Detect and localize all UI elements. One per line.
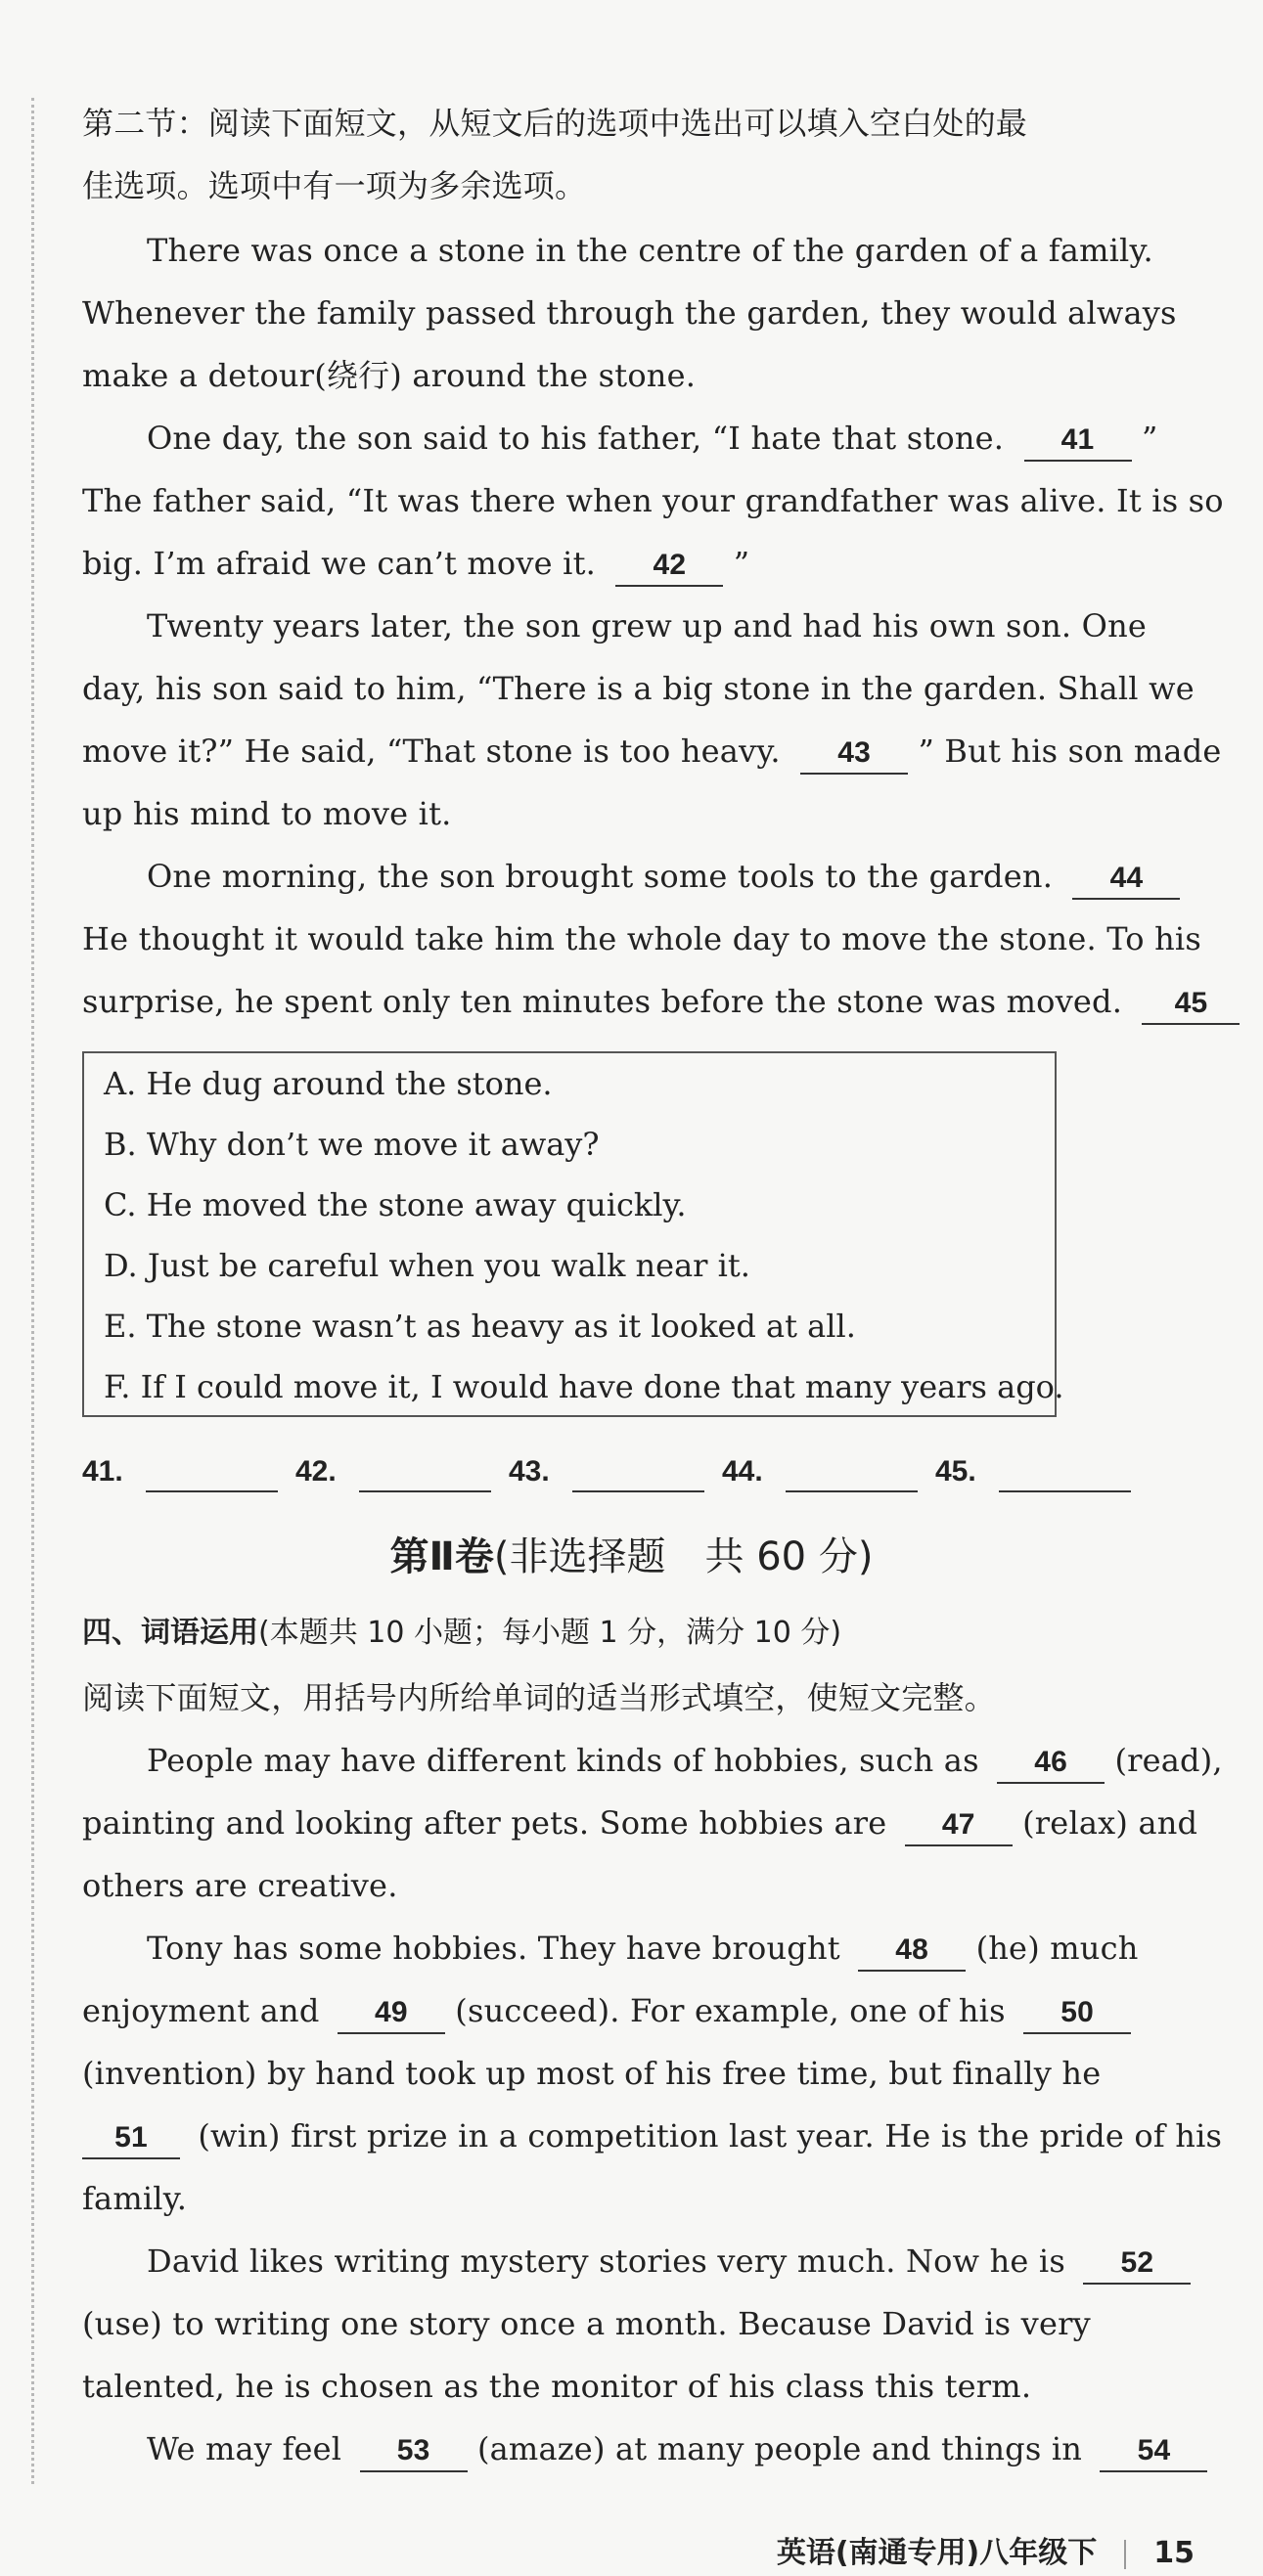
s4-p2-line2: [82, 1979, 1158, 2042]
passage-p3-line1: Twenty years later, the son grew up and had his own son. One: [147, 607, 1148, 644]
answer-label-42: 42.: [295, 1455, 337, 1488]
s4-p3-line3: talented, he is chosen as the monitor of his class this term.: [82, 2368, 1032, 2405]
passage-p4-line3: [82, 970, 1208, 1033]
section2-instruction-line2: 佳选项。选项中有一项为多余选项。: [82, 167, 587, 204]
blank-50[interactable]: 50: [1023, 1993, 1131, 2034]
blank-43[interactable]: 43: [800, 733, 908, 775]
part2-title-bold: 第Ⅱ卷: [389, 1534, 494, 1579]
passage-text: (amaze) at many people and things in: [476, 2430, 1083, 2467]
blank-47[interactable]: 47: [905, 1805, 1013, 1846]
s4-p1-line1: [147, 1729, 1223, 1792]
answer-label-44: 44.: [722, 1455, 763, 1488]
section4-heading: [82, 1604, 841, 1663]
passage-text: painting and looking after pets. Some hobbies are: [82, 1804, 887, 1842]
page-number: 15: [1153, 2536, 1195, 2570]
blank-54[interactable]: 54: [1100, 2431, 1207, 2472]
answer-line-44[interactable]: [786, 1490, 918, 1492]
passage-p3-line3: [82, 720, 1222, 782]
page-footer: [776, 2528, 1195, 2570]
section4-heading-bold: 四、词语运用: [82, 1616, 258, 1650]
answer-line-41[interactable]: [146, 1490, 278, 1492]
answer-line-43[interactable]: [572, 1490, 704, 1492]
footer-separator: [1124, 2540, 1126, 2569]
s4-p3-line2: (use) to writing one story once a month. Because David is very: [82, 2305, 1091, 2342]
passage-text: ”: [733, 545, 750, 582]
passage-p2-line3: [82, 532, 1158, 595]
option-c: C. He moved the stone away quickly.: [104, 1186, 687, 1223]
blank-49[interactable]: 49: [338, 1993, 445, 2034]
passage-text: One morning, the son brought some tools to the garden.: [147, 858, 1054, 895]
passage-text: People may have different kinds of hobbies, such as: [147, 1742, 979, 1779]
option-b: B. Why don’t we move it away?: [104, 1126, 600, 1163]
passage-text: big. I’m afraid we can’t move it.: [82, 545, 597, 582]
s4-p2-line1: [147, 1917, 1223, 1979]
section4-instruction: 阅读下面短文，用括号内所给单词的适当形式填空，使短文完整。: [82, 1679, 996, 1716]
passage-text: David likes writing mystery stories very much. Now he is: [147, 2243, 1065, 2280]
passage-p3-line4: up his mind to move it.: [82, 795, 452, 832]
part2-title: [0, 1528, 1263, 1586]
blank-41[interactable]: 41: [1024, 421, 1132, 462]
footer-book-title: 英语(南通专用)八年级下: [776, 2536, 1098, 2570]
answer-label-41: 41.: [82, 1455, 123, 1488]
passage-text: (win) first prize in a competition last year. He is the pride of his: [198, 2117, 1223, 2154]
answer-line-42[interactable]: [359, 1490, 491, 1492]
s4-p4-line1: [147, 2418, 1223, 2480]
passage-text: enjoyment and: [82, 1992, 320, 2029]
passage-text: We may feel: [147, 2430, 342, 2467]
passage-p3-line2: day, his son said to him, “There is a big stone in the garden. Shall we: [82, 670, 1195, 707]
blank-48[interactable]: 48: [858, 1931, 966, 1972]
s4-p1-line3: others are creative.: [82, 1867, 398, 1904]
option-d: D. Just be careful when you walk near it.: [104, 1247, 750, 1284]
passage-text: (relax) and: [1022, 1804, 1198, 1842]
blank-44[interactable]: 44: [1072, 859, 1180, 900]
margin-dotted-line: [31, 98, 34, 2484]
passage-text: ”: [1141, 420, 1158, 457]
passage-p4-line2: He thought it would take him the whole day to move the stone. To his: [82, 920, 1201, 957]
option-e: E. The stone wasn’t as heavy as it looked at all.: [104, 1308, 856, 1345]
options-box: [82, 1051, 1064, 1417]
passage-text: One day, the son said to his father, “I hate that stone.: [147, 420, 1005, 457]
passage-p1-line3: make a detour(绕行) around the stone.: [82, 357, 697, 394]
passage-text: (succeed). For example, one of his: [455, 1992, 1006, 2029]
passage-p1-line2: Whenever the family passed through the garden, they would always: [82, 294, 1177, 332]
blank-45[interactable]: 45: [1142, 984, 1240, 1025]
blank-42[interactable]: 42: [615, 546, 723, 587]
s4-p2-line4: [82, 2105, 1223, 2167]
passage-text: move it?” He said, “That stone is too heavy.: [82, 733, 781, 770]
blank-46[interactable]: 46: [997, 1743, 1105, 1784]
section2-instruction-line1: 第二节：阅读下面短文，从短文后的选项中选出可以填入空白处的最: [82, 105, 1028, 142]
section4-heading-rest: (本题共 10 小题；每小题 1 分，满分 10 分): [258, 1616, 842, 1650]
answer-label-43: 43.: [509, 1455, 550, 1488]
s4-p2-line5: family.: [82, 2180, 188, 2217]
blank-52[interactable]: 52: [1083, 2243, 1191, 2285]
s4-p3-line1: [147, 2230, 1223, 2292]
passage-p4-line1: [147, 845, 1223, 908]
passage-p2-line2: The father said, “It was there when your grandfather was alive. It is so: [82, 482, 1224, 519]
answer-label-45: 45.: [935, 1455, 976, 1488]
answer-row: [82, 1445, 1158, 1504]
blank-51[interactable]: 51: [82, 2118, 180, 2159]
passage-text: ” But his son made: [918, 733, 1222, 770]
passage-text: (he) much: [975, 1930, 1139, 1967]
blank-53[interactable]: 53: [360, 2431, 468, 2472]
part2-title-rest: (非选择题 共 60 分): [493, 1534, 874, 1579]
option-f: F. If I could move it, I would have done that many years ago.: [104, 1368, 1064, 1405]
passage-p1-line1: There was once a stone in the centre of the garden of a family.: [147, 232, 1153, 269]
answer-line-45[interactable]: [999, 1490, 1131, 1492]
passage-text: Tony has some hobbies. They have brought: [147, 1930, 840, 1967]
passage-text: surprise, he spent only ten minutes before the stone was moved.: [82, 983, 1123, 1020]
s4-p1-line2: [82, 1792, 1198, 1854]
passage-p2-line1: [147, 407, 1223, 469]
option-a: A. He dug around the stone.: [104, 1065, 553, 1102]
passage-text: (read),: [1114, 1742, 1223, 1779]
s4-p2-line3: (invention) by hand took up most of his free time, but finally he: [82, 2055, 1102, 2092]
